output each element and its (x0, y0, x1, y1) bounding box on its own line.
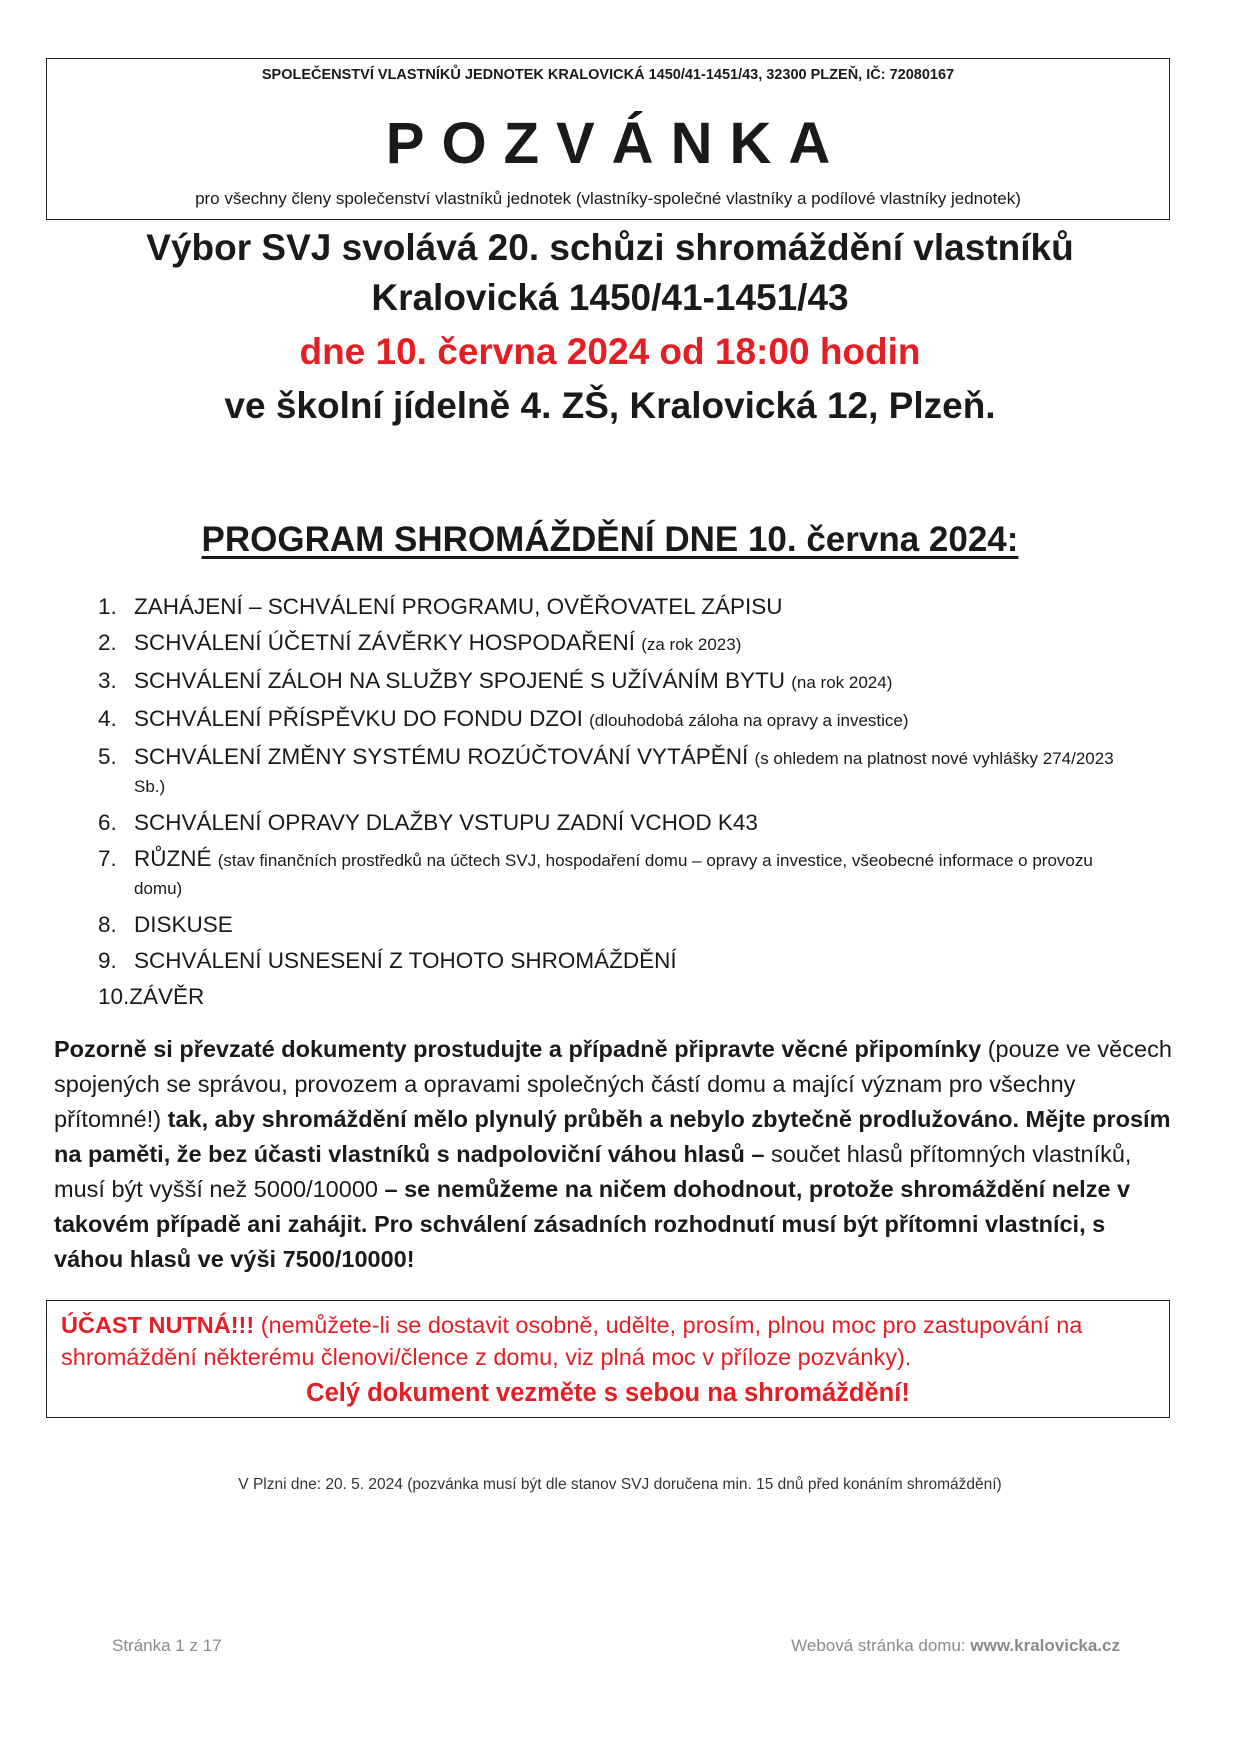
program-list (98, 594, 1138, 1020)
notice-bold-3: – se nemůžeme na ničem dohodnout, protože shromáždění nelze v takovém případě ani zahájit. Pro schválení zásadních rozhodnutí musí být přítomni vlastníci, s váhou hlasů ve výši 7500/10000! (54, 1176, 1131, 1272)
announcement-line-1: Výbor SVJ svolává 20. schůzi shromáždění vlastníků (146, 227, 1074, 268)
program-item-note: (za rok 2023) (641, 635, 742, 654)
program-item (98, 630, 1138, 658)
program-item (98, 594, 1138, 620)
attendance-required-label: ÚČAST NUTNÁ!!! (61, 1312, 255, 1338)
attendance-warning-detail: (nemůžete-li se dostavit osobně, udělte, prosím, plnou moc pro zastupování na shromáždění některému členovi/člence z domu, viz plná moc v příloze pozvánky). (61, 1312, 1083, 1370)
program-item-number: 6. (98, 810, 117, 835)
program-heading: PROGRAM SHROMÁŽDĚNÍ DNE 10. června 2024: (201, 520, 1019, 559)
program-item-text: ZAHÁJENÍ – SCHVÁLENÍ PROGRAMU, OVĚŘOVATEL ZÁPISU (134, 594, 783, 619)
meeting-location: ve školní jídelně 4. ZŠ, Kralovická 12, Plzeň. (224, 385, 996, 426)
program-item-number: 7. (98, 846, 117, 871)
notice-text-2: součet hlasů přítomných vlastníků, musí být vyšší než 5000/10000 (54, 1141, 1132, 1202)
program-item (98, 912, 1138, 938)
program-item-text: SCHVÁLENÍ ÚČETNÍ ZÁVĚRKY HOSPODAŘENÍ (134, 630, 635, 655)
meeting-datetime: dne 10. června 2024 od 18:00 hodin (299, 331, 921, 372)
program-item-number: 8. (98, 912, 117, 937)
notice-text-1: (pouze ve věcech spojených se správou, provozem a opravami společných částí domu a mající význam pro všechny přítomné!) (54, 1036, 1172, 1132)
program-item-text: ZÁVĚR (129, 984, 205, 1009)
program-item-number: 2. (98, 630, 117, 655)
website-label: Webová stránka domu: (791, 1636, 971, 1655)
bring-document-reminder: Celý dokument vezměte s sebou na shromáždění! (306, 1379, 910, 1407)
program-item-text: SCHVÁLENÍ ZMĚNY SYSTÉMU ROZÚČTOVÁNÍ VYTÁPĚNÍ (134, 744, 749, 769)
program-item (98, 846, 1138, 902)
program-item (98, 984, 1138, 1010)
header-box (46, 58, 1170, 220)
program-item-note: (stav finančních prostředků na účtech SVJ, hospodaření domu – opravy a investice, všeobecné informace o provozu domu) (134, 851, 1093, 898)
program-item-number: 3. (98, 668, 117, 693)
program-item-text: SCHVÁLENÍ USNESENÍ Z TOHOTO SHROMÁŽDĚNÍ (134, 948, 677, 973)
organization-name: SPOLEČENSTVÍ VLASTNÍKŮ JEDNOTEK KRALOVICKÁ 1450/41-1451/43, 32300 PLZEŇ, IČ: 72080167 (261, 67, 955, 83)
program-item (98, 744, 1138, 800)
program-item-text: SCHVÁLENÍ ZÁLOH NA SLUŽBY SPOJENÉ S UŽÍVÁNÍM BYTU (134, 668, 785, 693)
program-item (98, 668, 1138, 696)
document-subtitle: pro všechny členy společenství vlastníků jednotek (vlastníky-společné vlastníky a podílové vlastníky jednotek) (195, 189, 1021, 208)
website-link[interactable]: www.kralovicka.cz (970, 1636, 1120, 1655)
document-title: POZVÁNKA (385, 111, 848, 176)
program-item (98, 706, 1138, 734)
program-item-text: DISKUSE (134, 912, 233, 937)
program-item-note: (na rok 2024) (791, 673, 893, 692)
website-footer (791, 1636, 1120, 1656)
notice-bold-1: Pozorně si převzaté dokumenty prostudujte a případně připravte věcné připomínky (54, 1036, 982, 1062)
issue-date-line: V Plzni dne: 20. 5. 2024 (pozvánka musí být dle stanov SVJ doručena min. 15 dnů před konáním shromáždění) (238, 1476, 1002, 1493)
notice-bold-2: tak, aby shromáždění mělo plynulý průběh a nebylo zbytečně prodlužováno. Mějte prosím na paměti, že bez účasti vlastníků s nadpoloviční váhou hlasů – (54, 1106, 1171, 1167)
program-item-number: 4. (98, 706, 117, 731)
program-item-text: SCHVÁLENÍ PŘÍSPĚVKU DO FONDU DZOI (134, 706, 583, 731)
program-item (98, 948, 1138, 974)
attendance-warning-box (46, 1300, 1170, 1418)
program-item-text: RŮZNÉ (134, 846, 212, 871)
program-item-text: SCHVÁLENÍ OPRAVY DLAŽBY VSTUPU ZADNÍ VCHOD K43 (134, 810, 758, 835)
notice-paragraph (54, 1032, 1174, 1277)
announcement-line-2: Kralovická 1450/41-1451/43 (371, 277, 849, 318)
attendance-warning-text (61, 1309, 1155, 1373)
program-item-number: 5. (98, 744, 117, 769)
program-item-note: (dlouhodobá záloha na opravy a investice) (589, 711, 909, 730)
page-number: Stránka 1 z 17 (112, 1636, 222, 1655)
program-item-number: 9. (98, 948, 117, 973)
program-item-note: (s ohledem na platnost nové vyhlášky 274/2023 Sb.) (134, 749, 1114, 796)
program-item-number: 1. (98, 594, 117, 619)
program-item-number: 10. (98, 984, 130, 1009)
program-item (98, 810, 1138, 836)
